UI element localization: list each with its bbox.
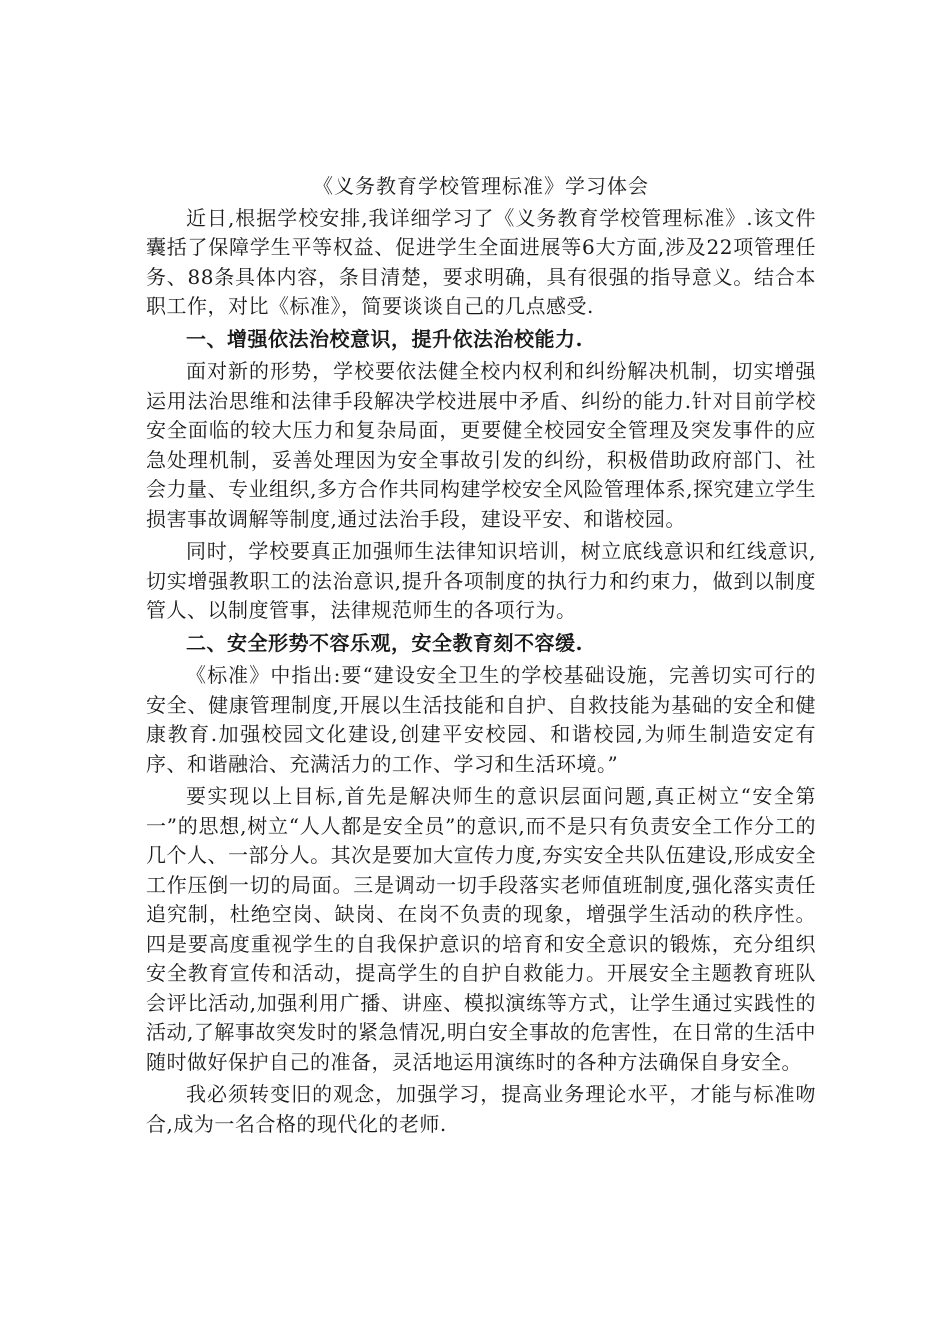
closing-paragraph: 我必须转变旧的观念，加强学习，提高业务理论水平，才能与标准吻合,成为一名合格的现代化的老师. (146, 1082, 816, 1136)
section-1-paragraph-1: 面对新的形势，学校要依法健全校内权利和纠纷解决机制，切实增强运用法治思维和法律手段解决学校进展中矛盾、纠纷的能力.针对目前学校安全面临的较大压力和复杂局面，更要健全校园安全管理及突发事件的应急处理机制，妥善处理因为安全事故引发的纠纷，积极借助政府部门、社会力量、专业组织,多方合作共同构建学校安全风险管理体系,探究建立学生损害事故调解等制度,通过法治手段，建设平安、和谐校园。 (146, 359, 816, 531)
intro-paragraph: 近日,根据学校安排,我详细学习了《义务教育学校管理标准》.该文件囊括了保障学生平等权益、促进学生全面进展等6大方面,涉及22项管理任务、88条具体内容，条目清楚，要求明确，具有很强的指导意义。结合本职工作，对比《标准》，简要谈谈自己的几点感受. (146, 205, 816, 318)
document-title: 《义务教育学校管理标准》学习体会 (313, 174, 649, 198)
section-2-paragraph-2: 要实现以上目标,首先是解决师生的意识层面问题,真正树立“安全第一”的思想,树立“人人都是安全员”的意识,而不是只有负责安全工作分工的几个人、一部分人。其次是要加大宣传力度,夯实安全共队伍建设,形成安全工作压倒一切的局面。三是调动一切手段落实老师值班制度,强化落实责任追究制，杜绝空岗、缺岗、在岗不负责的现象，增强学生活动的秩序性。四是要高度重视学生的自我保护意识的培育和安全意识的锻炼，充分组织安全教育宣传和活动，提高学生的自护自救能力。开展安全主题教育班队会评比活动,加强利用广播、讲座、模拟演练等方式，让学生通过实践性的活动,了解事故突发时的紧急情况,明白安全事故的危害性，在日常的生活中随时做好保护自己的准备，灵活地运用演练时的各种方法确保自身安全。 (146, 784, 816, 1074)
section-heading-1: 一、增强依法治校意识，提升依法治校能力. (186, 326, 583, 351)
section-1-paragraph-2: 同时，学校要真正加强师生法律知识培训，树立底线意识和红线意识,切实增强教职工的法治意识,提升各项制度的执行力和约束力，做到以制度管人、以制度管事，法律规范师生的各项行为。 (146, 539, 816, 622)
section-heading-2: 二、安全形势不容乐观，安全教育刻不容缓. (186, 630, 583, 655)
document-body (146, 172, 816, 1142)
section-2-paragraph-1: 《标准》中指出:要“建设安全卫生的学校基础设施，完善切实可行的安全、健康管理制度,开展以生活技能和自护、自救技能为基础的安全和健康教育.加强校园文化建设,创建平安校园、和谐校园,为师生制造安定有序、和谐融洽、充满活力的工作、学习和生活环境。” (146, 663, 816, 776)
